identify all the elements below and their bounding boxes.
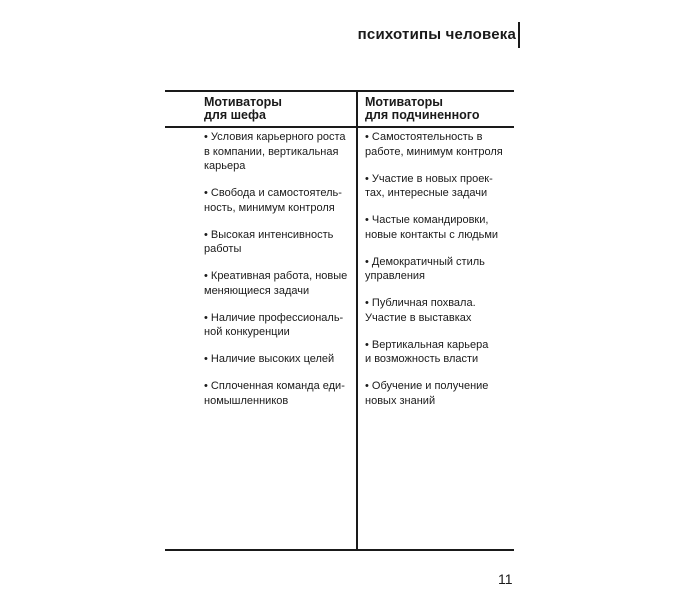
item-line: работе, минимум контроля [365, 145, 503, 158]
list-item [365, 255, 515, 284]
item-line: новые контакты с людьми [365, 228, 499, 241]
item-line: новых знаний [365, 394, 436, 407]
item-line: • Креативная работа, новые [204, 270, 348, 282]
item-line: • Участие в новых проек- [365, 172, 493, 185]
item-line: • Публичная похвала. [365, 297, 476, 309]
item-line: Участие в выставках [365, 311, 472, 324]
page-number: 11 [498, 571, 513, 587]
item-line: карьера [204, 160, 246, 172]
list-item [204, 352, 354, 367]
item-line: • Сплоченная команда еди- [204, 380, 345, 392]
list-item [204, 379, 354, 408]
list-item [204, 186, 354, 215]
subordinate-motivators-list [365, 130, 515, 421]
list-item [204, 269, 354, 298]
table-column-divider [356, 90, 358, 550]
table-bottom-rule [165, 549, 514, 551]
item-line: меняющиеся задачи [204, 284, 310, 297]
header-line: Мотиваторы [365, 95, 443, 109]
running-head: психотипы человека [357, 26, 516, 43]
list-item [365, 172, 515, 201]
header-line: Мотиваторы [204, 95, 282, 109]
item-line: • Самостоятельность в [365, 131, 483, 143]
boss-motivators-header [204, 96, 282, 122]
list-item [365, 296, 515, 325]
item-line: • Демократичный стиль [365, 255, 485, 268]
list-item [204, 228, 354, 257]
item-line: • Высокая интенсивность [204, 228, 334, 241]
item-line: управления [365, 270, 425, 282]
item-line: ность, минимум контроля [204, 201, 335, 214]
list-item [365, 338, 515, 367]
table-top-rule [165, 90, 514, 92]
list-item [365, 130, 515, 159]
running-head-rule [518, 22, 520, 48]
item-line: • Вертикальная карьера [365, 338, 489, 351]
motivators-table [165, 90, 514, 550]
list-item [204, 130, 354, 174]
item-line: ной конкуренции [204, 326, 290, 338]
item-line: • Наличие высоких целей [204, 353, 335, 365]
item-line: • Наличие профессиональ- [204, 311, 344, 324]
list-item [204, 311, 354, 340]
item-line: номышленников [204, 394, 289, 407]
header-line: для подчиненного [365, 108, 480, 122]
table-header-rule [165, 126, 514, 128]
list-item [365, 213, 515, 242]
item-line: в компании, вертикальная [204, 145, 339, 158]
item-line: • Свобода и самостоятель- [204, 187, 342, 199]
item-line: • Условия карьерного роста [204, 131, 346, 143]
boss-motivators-list [204, 130, 354, 421]
subordinate-motivators-header [365, 96, 479, 122]
item-line: и возможность власти [365, 353, 479, 365]
item-line: • Частые командировки, [365, 214, 489, 226]
item-line: • Обучение и получение [365, 380, 489, 392]
item-line: работы [204, 243, 242, 255]
header-line: для шефа [204, 108, 266, 122]
item-line: тах, интересные задачи [365, 187, 488, 199]
list-item [365, 379, 515, 408]
